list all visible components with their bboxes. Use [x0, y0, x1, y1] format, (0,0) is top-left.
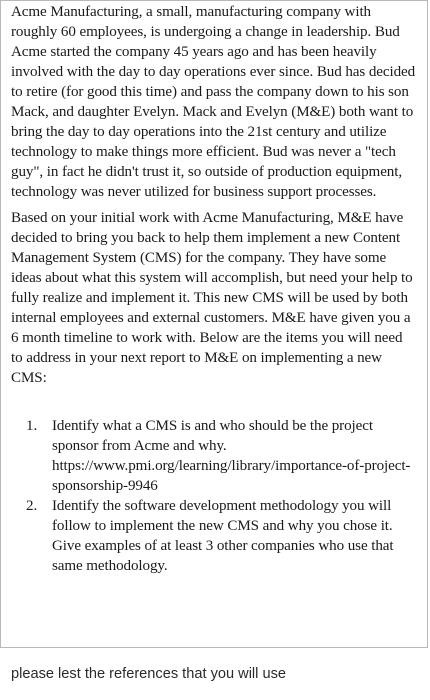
list-item-number: 2.: [26, 498, 38, 514]
list-item-text: Identify the software development methodology you will follow to implement the new CMS and why you chose it. Give examples of at least 3 other companies who use that same methodology.: [52, 498, 394, 574]
intro-paragraph: Acme Manufacturing, a small, manufacturing company with roughly 60 employees, is undergoing a change in leadership. Bud Acme started the company 45 years ago and has been heavily involved with the day to day operations ever since. Bud has decided to retire (for good this time) and pass the company down to his son Mack, and daughter Evelyn. Mack and Evelyn (M&E) both want to bring the day to day operations into the 21st century and utilize technology to make things more efficient. Bud was never a "tech guy", in fact he didn't trust it, so outside of production equipment, technology was never utilized for business support processes.: [11, 4, 416, 200]
assignment-paragraph: Based on your initial work with Acme Manufacturing, M&E have decided to bring you back to help them implement a new Content Management System (CMS) for the company. They have some ideas about what this system will accomplish, but need your help to fully realize and implement it. This new CMS will be used by both internal employees and external customers. M&E have given you a 6 month timeline to work with. Below are the items you will need to address in your next report to M&E on implementing a new CMS:: [11, 210, 413, 386]
list-item: [26, 496, 416, 576]
question-text: please lest the references that you will use: [11, 666, 287, 682]
list-item-number: 1.: [26, 418, 38, 434]
list-item: [26, 416, 416, 496]
task-list: [11, 416, 416, 576]
document-body: [11, 2, 416, 576]
list-item-text: Identify what a CMS is and who should be the project sponsor from Acme and why. https://www.pmi.org/learning/library/importance-of-project-sponsorship-9946: [52, 418, 411, 494]
